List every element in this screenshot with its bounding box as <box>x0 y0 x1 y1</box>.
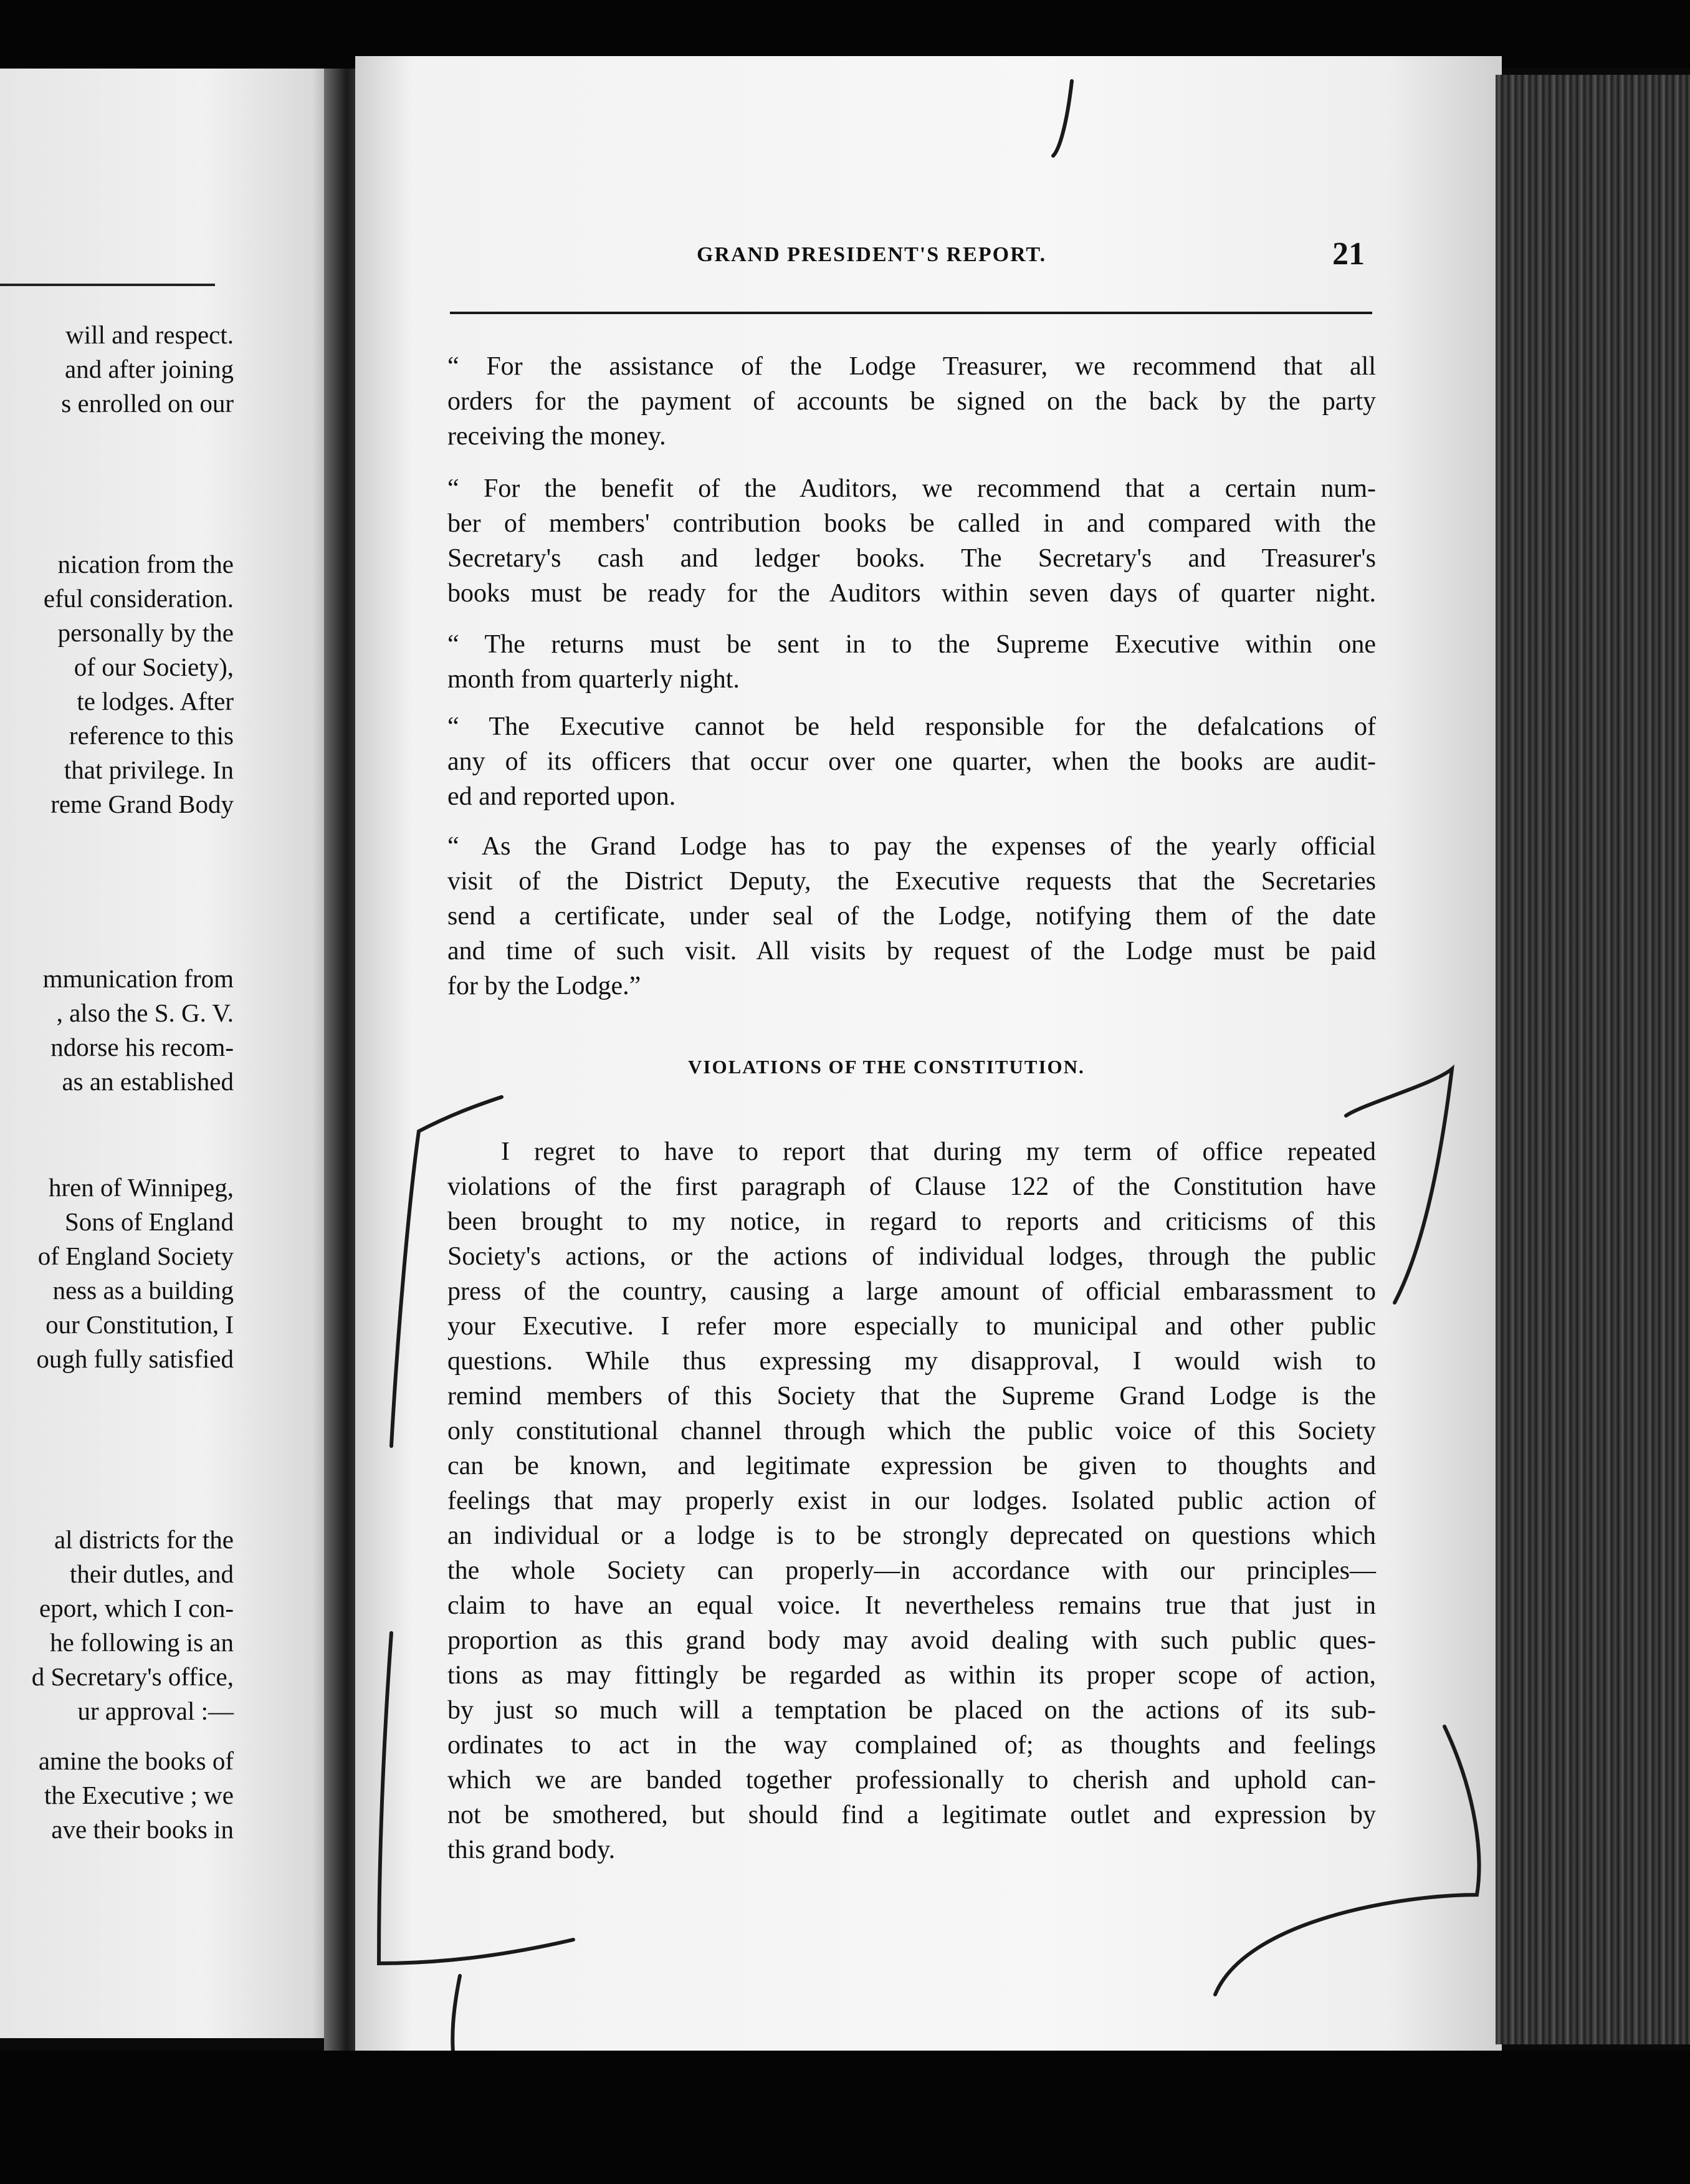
section-heading: VIOLATIONS OF THE CONSTITUTION. <box>688 1056 1085 1078</box>
quote-line: receiving the money. <box>447 422 666 451</box>
left-line: ness as a building <box>52 1276 234 1305</box>
body-line: ordinates to act in the way complained of; as thoughts and feelings <box>447 1731 1376 1760</box>
left-line: of England Society <box>37 1242 234 1270</box>
body-line: an individual or a lodge is to be strongly deprecated on questions which <box>447 1521 1376 1550</box>
bracket-right-top <box>1346 1069 1452 1303</box>
left-line: hren of Winnipeg, <box>48 1173 234 1202</box>
body-line: Society's actions, or the actions of individual lodges, through the public <box>447 1242 1376 1271</box>
left-line: ur approval :— <box>77 1697 234 1725</box>
body-line: this grand body. <box>447 1836 616 1864</box>
quote-line: month from quarterly night. <box>447 665 740 694</box>
left-line: reference to this <box>69 721 234 750</box>
left-line: Sons of England <box>64 1207 234 1236</box>
body-line: can be known, and legitimate expression be given to thoughts and <box>447 1452 1376 1480</box>
left-line: he following is an <box>50 1628 234 1657</box>
left-line: nication from the <box>57 550 234 578</box>
left-line: the Executive ; we <box>44 1781 234 1809</box>
quote-line: “ The Executive cannot be held responsible for the defalcations of <box>447 712 1376 741</box>
body-line: remind members of this Society that the Supreme Grand Lodge is the <box>447 1382 1376 1410</box>
body-line: tions as may fittingly be regarded as within its proper scope of action, <box>447 1661 1376 1690</box>
quote-line: ed and reported upon. <box>447 782 676 811</box>
left-line: reme Grand Body <box>50 790 234 818</box>
body-line: questions. While thus expressing my disapproval, I would wish to <box>447 1347 1376 1376</box>
left-line: ough fully satisfied <box>36 1344 234 1373</box>
left-line: , also the S. G. V. <box>56 999 234 1027</box>
quote-line: send a certificate, under seal of the Lodge, notifying them of the date <box>447 902 1376 931</box>
quote-line: ber of members' contribution books be called in and compared with the <box>447 509 1376 538</box>
left-line: amine the books of <box>38 1746 234 1775</box>
scan-border-bottom <box>0 2051 1690 2184</box>
left-line: as an established <box>62 1067 234 1096</box>
quote-line: “ For the benefit of the Auditors, we recommend that a certain num- <box>447 474 1376 503</box>
pencil-stroke-top <box>1053 81 1072 156</box>
left-line: ndorse his recom- <box>50 1033 234 1061</box>
body-line: press of the country, causing a large amount of official embarassment to <box>447 1277 1376 1306</box>
left-line: mmunication from <box>42 964 234 993</box>
running-head: GRAND PRESIDENT'S REPORT. <box>697 243 1047 266</box>
left-line: eport, which I con- <box>39 1594 234 1622</box>
quote-line: “ For the assistance of the Lodge Treasurer, we recommend that all <box>447 352 1376 381</box>
left-line: that privilege. In <box>64 755 234 784</box>
left-line: and after joining <box>65 355 234 383</box>
body-line: claim to have an equal voice. It nevertheless remains true that just in <box>447 1591 1376 1620</box>
left-line: al districts for the <box>54 1525 234 1554</box>
body-line: the whole Society can properly—in accordance with our principles— <box>447 1556 1376 1585</box>
bracket-right-bottom <box>1215 1727 1479 1995</box>
body-line: proportion as this grand body may avoid dealing with such public ques- <box>447 1626 1376 1655</box>
quote-line: books must be ready for the Auditors within seven days of quarter night. <box>447 579 1376 608</box>
quote-line: Secretary's cash and ledger books. The Secretary's and Treasurer's <box>447 544 1376 573</box>
left-line: eful consideration. <box>43 584 234 613</box>
body-line: by just so much will a temptation be placed on the actions of its sub- <box>447 1696 1376 1725</box>
left-line: their dutles, and <box>69 1559 234 1588</box>
bracket-left-bottom <box>379 1633 573 1963</box>
bracket-left-top <box>391 1097 502 1446</box>
body-line: not be smothered, but should find a legitimate outlet and expression by <box>447 1801 1376 1829</box>
left-line: of our Society), <box>74 653 234 681</box>
body-line: I regret to have to report that during my term of office repeated <box>501 1138 1376 1166</box>
quote-line: orders for the payment of accounts be signed on the back by the party <box>447 387 1376 416</box>
body-line: which we are banded together professionally to cherish and uphold can- <box>447 1766 1376 1794</box>
left-line: d Secretary's office, <box>31 1662 234 1691</box>
body-line: only constitutional channel through which the public voice of this Society <box>447 1417 1376 1445</box>
left-line: personally by the <box>57 618 234 647</box>
quote-line: any of its officers that occur over one quarter, when the books are audit- <box>447 747 1376 776</box>
quote-line: “ The returns must be sent in to the Supreme Executive within one <box>447 630 1376 659</box>
quote-line: for by the Lodge.” <box>447 972 641 1000</box>
left-line: s enrolled on our <box>61 389 234 418</box>
body-line: your Executive. I refer more especially to municipal and other public <box>447 1312 1376 1341</box>
body-line: been brought to my notice, in regard to reports and criticisms of this <box>447 1207 1376 1236</box>
quote-line: and time of such visit. All visits by request of the Lodge must be paid <box>447 937 1376 965</box>
left-line: our Constitution, I <box>45 1310 234 1339</box>
page-number: 21 <box>1332 236 1365 272</box>
body-line: feelings that may properly exist in our lodges. Isolated public action of <box>447 1487 1376 1515</box>
quote-line: “ As the Grand Lodge has to pay the expenses of the yearly official <box>447 832 1376 861</box>
left-line: te lodges. After <box>77 687 234 716</box>
left-line: will and respect. <box>65 320 234 349</box>
quote-line: visit of the District Deputy, the Executive requests that the Secretaries <box>447 867 1376 896</box>
left-line: ave their books in <box>51 1815 234 1844</box>
body-line: violations of the first paragraph of Clause 122 of the Constitution have <box>447 1172 1376 1201</box>
